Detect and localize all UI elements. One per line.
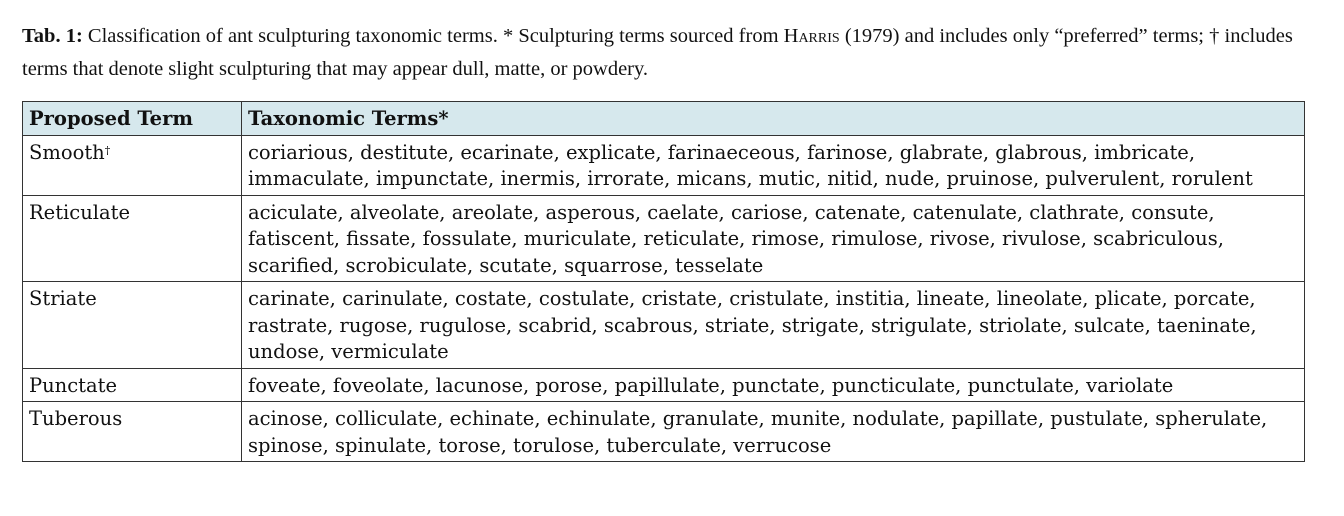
header-proposed-term: Proposed Term (23, 102, 242, 136)
row-taxonomic-terms: carinate, carinulate, costate, costulate, cristate, cristulate, institia, lineate, lineolate, plicate, porcate, rastrate, rugose, rugulose, scabrid, scabrous, striate, strigate, strigulate, striolate, sulcate, taeninate, undose, vermiculate (242, 282, 1305, 369)
row-term: Striate (23, 282, 242, 369)
table-row (23, 135, 1305, 195)
row-term: Tuberous (23, 402, 242, 462)
table-caption (22, 20, 1322, 86)
caption-author: Harris (783, 25, 840, 47)
caption-label: Tab. 1: (22, 25, 83, 47)
row-term: Smooth (29, 140, 105, 164)
table-row (23, 282, 1305, 369)
row-taxonomic-terms: foveate, foveolate, lacunose, porose, papillulate, punctate, puncticulate, punctulate, variolate (242, 368, 1305, 402)
table-row (23, 402, 1305, 462)
sculpturing-terms-table (22, 101, 1305, 462)
row-taxonomic-terms: acinose, colliculate, echinate, echinulate, granulate, munite, nodulate, papillate, pustulate, spherulate, spinose, spinulate, torose, torulose, tuberculate, verrucose (242, 402, 1305, 462)
row-term-cell (23, 135, 242, 195)
table-row (23, 195, 1305, 282)
dagger-mark: † (104, 143, 111, 157)
row-term: Reticulate (23, 195, 242, 282)
row-taxonomic-terms: coriarious, destitute, ecarinate, explicate, farinaeceous, farinose, glabrate, glabrous, imbricate, immaculate, impunctate, inermis, irrorate, micans, mutic, nitid, nude, pruinose, pulverulent, rorulent (242, 135, 1305, 195)
table-row (23, 368, 1305, 402)
row-term: Punctate (23, 368, 242, 402)
header-taxonomic-terms: Taxonomic Terms* (242, 102, 1305, 136)
caption-text-part2: (1979) and includes only “preferred” terms; † includes terms that denote slight sculpturing that may appear dull, matte, or powdery. (22, 25, 1293, 80)
table-header-row (23, 102, 1305, 136)
caption-text-part1: Classification of ant sculpturing taxonomic terms. * Sculpturing terms sourced from (82, 25, 784, 47)
row-taxonomic-terms: aciculate, alveolate, areolate, asperous, caelate, cariose, catenate, catenulate, clathrate, consute, fatiscent, fissate, fossulate, muriculate, reticulate, rimose, rimulose, rivose, rivulose, scabriculous, scarified, scrobiculate, scutate, squarrose, tesselate (242, 195, 1305, 282)
